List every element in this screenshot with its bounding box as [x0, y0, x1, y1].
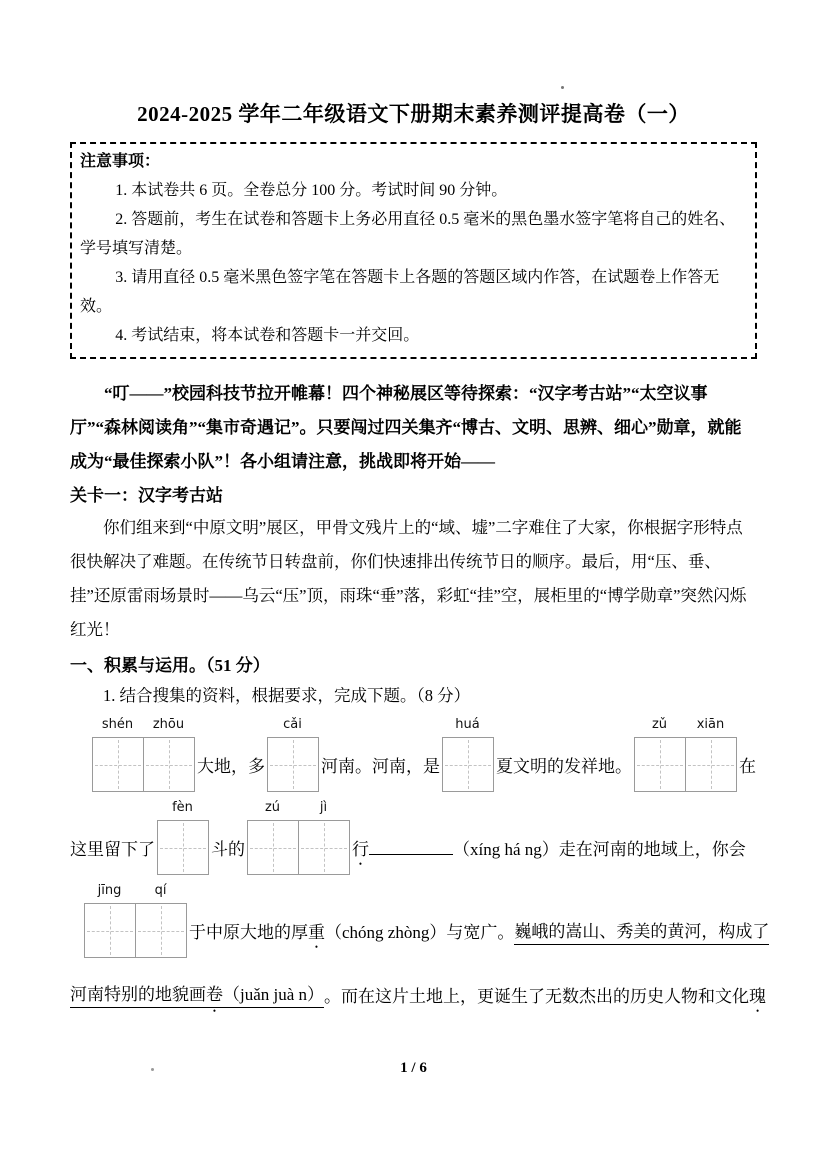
- text-segment: 河南特别的地貌画: [70, 980, 206, 1008]
- answer-grid: [247, 800, 350, 875]
- answer-grid: [442, 717, 494, 792]
- text-segment: （juǎn juà n）: [223, 980, 324, 1008]
- text-segment: 于中原大地的厚: [189, 923, 308, 942]
- page-title: 2024-2025 学年二年级语文下册期末素养测评提高卷（一）: [137, 102, 690, 126]
- notice-item-3: 3. 请用直径 0.5 毫米黑色签字笔在答题卡上各题的答题区域内作答，在试题卷上作答无效。: [80, 269, 720, 315]
- writing-grid-cell: [267, 737, 319, 792]
- pinyin-label: jì: [319, 800, 328, 815]
- text-segment: 大地，多: [197, 757, 265, 776]
- writing-grid-cell: [92, 737, 144, 792]
- pinyin-label: fèn: [172, 800, 193, 815]
- text-segment: 。而在这片土地上，更诞生了无数杰出的历史人物和文化: [324, 986, 750, 1006]
- text-segment: 这里留下了: [70, 840, 155, 859]
- emphasis-char: 行 •: [352, 835, 369, 860]
- writing-grid-cell: [634, 737, 686, 792]
- writing-grid-cell: [298, 820, 350, 875]
- exercise-row: [90, 717, 757, 792]
- exercise-row: [70, 800, 757, 875]
- emphasis-char: 瑰 •: [749, 982, 766, 1007]
- level1-body: 你们组来到“中原文明”展区，甲骨文残片上的“域、墟”二字难住了大家，你根据字形特点很快解决了难题。在传统节日转盘前，你们快速排出传统节日的顺序。最后，用“压、垂、挂”还原雷雨场景时——乌云“压”顶，雨珠“垂”落，彩虹“挂”空，展柜里的“博学勋章”突然闪烁红光！: [70, 518, 747, 639]
- pinyin-label: zǔ: [651, 717, 668, 732]
- text-segment: 斗的: [211, 840, 245, 859]
- answer-grid: [92, 717, 195, 792]
- answer-grid: [84, 883, 187, 958]
- section1-heading: 一、积累与运用。（51 分）: [70, 656, 270, 675]
- writing-grid-cell: [442, 737, 494, 792]
- page-number: 1 / 6: [400, 1060, 427, 1076]
- blank-line: [369, 854, 453, 855]
- question1-text: 1. 结合搜集的资料，根据要求，完成下题。（8 分）: [103, 686, 471, 705]
- writing-grid-cell: [685, 737, 737, 792]
- emphasis-char: 卷 •: [206, 980, 223, 1008]
- exercise-row: [70, 980, 767, 1008]
- writing-grid-cell: [135, 903, 187, 958]
- notice-box: [70, 142, 757, 359]
- answer-grid: [267, 717, 319, 792]
- writing-grid-cell: [247, 820, 299, 875]
- text-segment: 巍峨的嵩山、秀美的黄河，构成了: [514, 917, 769, 945]
- writing-grid-cell: [84, 903, 136, 958]
- text-segment: 河南。河南，是: [321, 757, 440, 776]
- text-segment: 在: [739, 757, 756, 776]
- level1-heading: 关卡一：汉字考古站: [70, 486, 223, 505]
- writing-grid-cell: [157, 820, 209, 875]
- pinyin-label: jīng: [97, 883, 122, 898]
- stray-dot: [151, 1068, 154, 1071]
- pinyin-label: qí: [154, 883, 167, 898]
- stray-dot: [561, 86, 564, 89]
- pinyin-label: zhōu: [152, 717, 185, 732]
- notice-item-2: 2. 答题前，考生在试卷和答题卡上务必用直径 0.5 毫米的黑色墨水签字笔将自己的姓名、学号填写清楚。: [80, 211, 736, 257]
- text-segment: 夏文明的发祥地。: [496, 757, 632, 776]
- pinyin-label: zú: [264, 800, 281, 815]
- intro-paragraph: “叮——”校园科技节拉开帷幕！四个神秘展区等待探索：“汉字考古站”“太空议事厅”“森林阅读角”“集市奇遇记”。只要闯过四关集齐“博古、文明、思辨、细心”勋章，就能成为“最佳探索小队”！各小组请注意，挑战即将开始——: [70, 384, 742, 471]
- notice-item-1: 1. 本试卷共 6 页。全卷总分 100 分。考试时间 90 分钟。: [115, 182, 508, 199]
- pinyin-label: cǎi: [283, 717, 302, 732]
- text-segment: （xíng há ng）走在河南的地域上，你会: [453, 840, 746, 859]
- notice-heading: 注意事项：: [80, 153, 161, 170]
- fill-in-exercise: [70, 717, 770, 1008]
- answer-grid: [157, 800, 209, 875]
- pinyin-label: huá: [455, 717, 480, 732]
- emphasis-char: 重 •: [308, 918, 325, 943]
- writing-grid-cell: [143, 737, 195, 792]
- pinyin-label: xiān: [696, 717, 725, 732]
- text-segment: （chóng zhòng）与宽广。: [325, 923, 515, 942]
- notice-item-4: 4. 考试结束，将本试卷和答题卡一并交回。: [115, 327, 420, 344]
- answer-grid: [634, 717, 737, 792]
- pinyin-label: shén: [101, 717, 134, 732]
- exercise-row: [82, 883, 770, 958]
